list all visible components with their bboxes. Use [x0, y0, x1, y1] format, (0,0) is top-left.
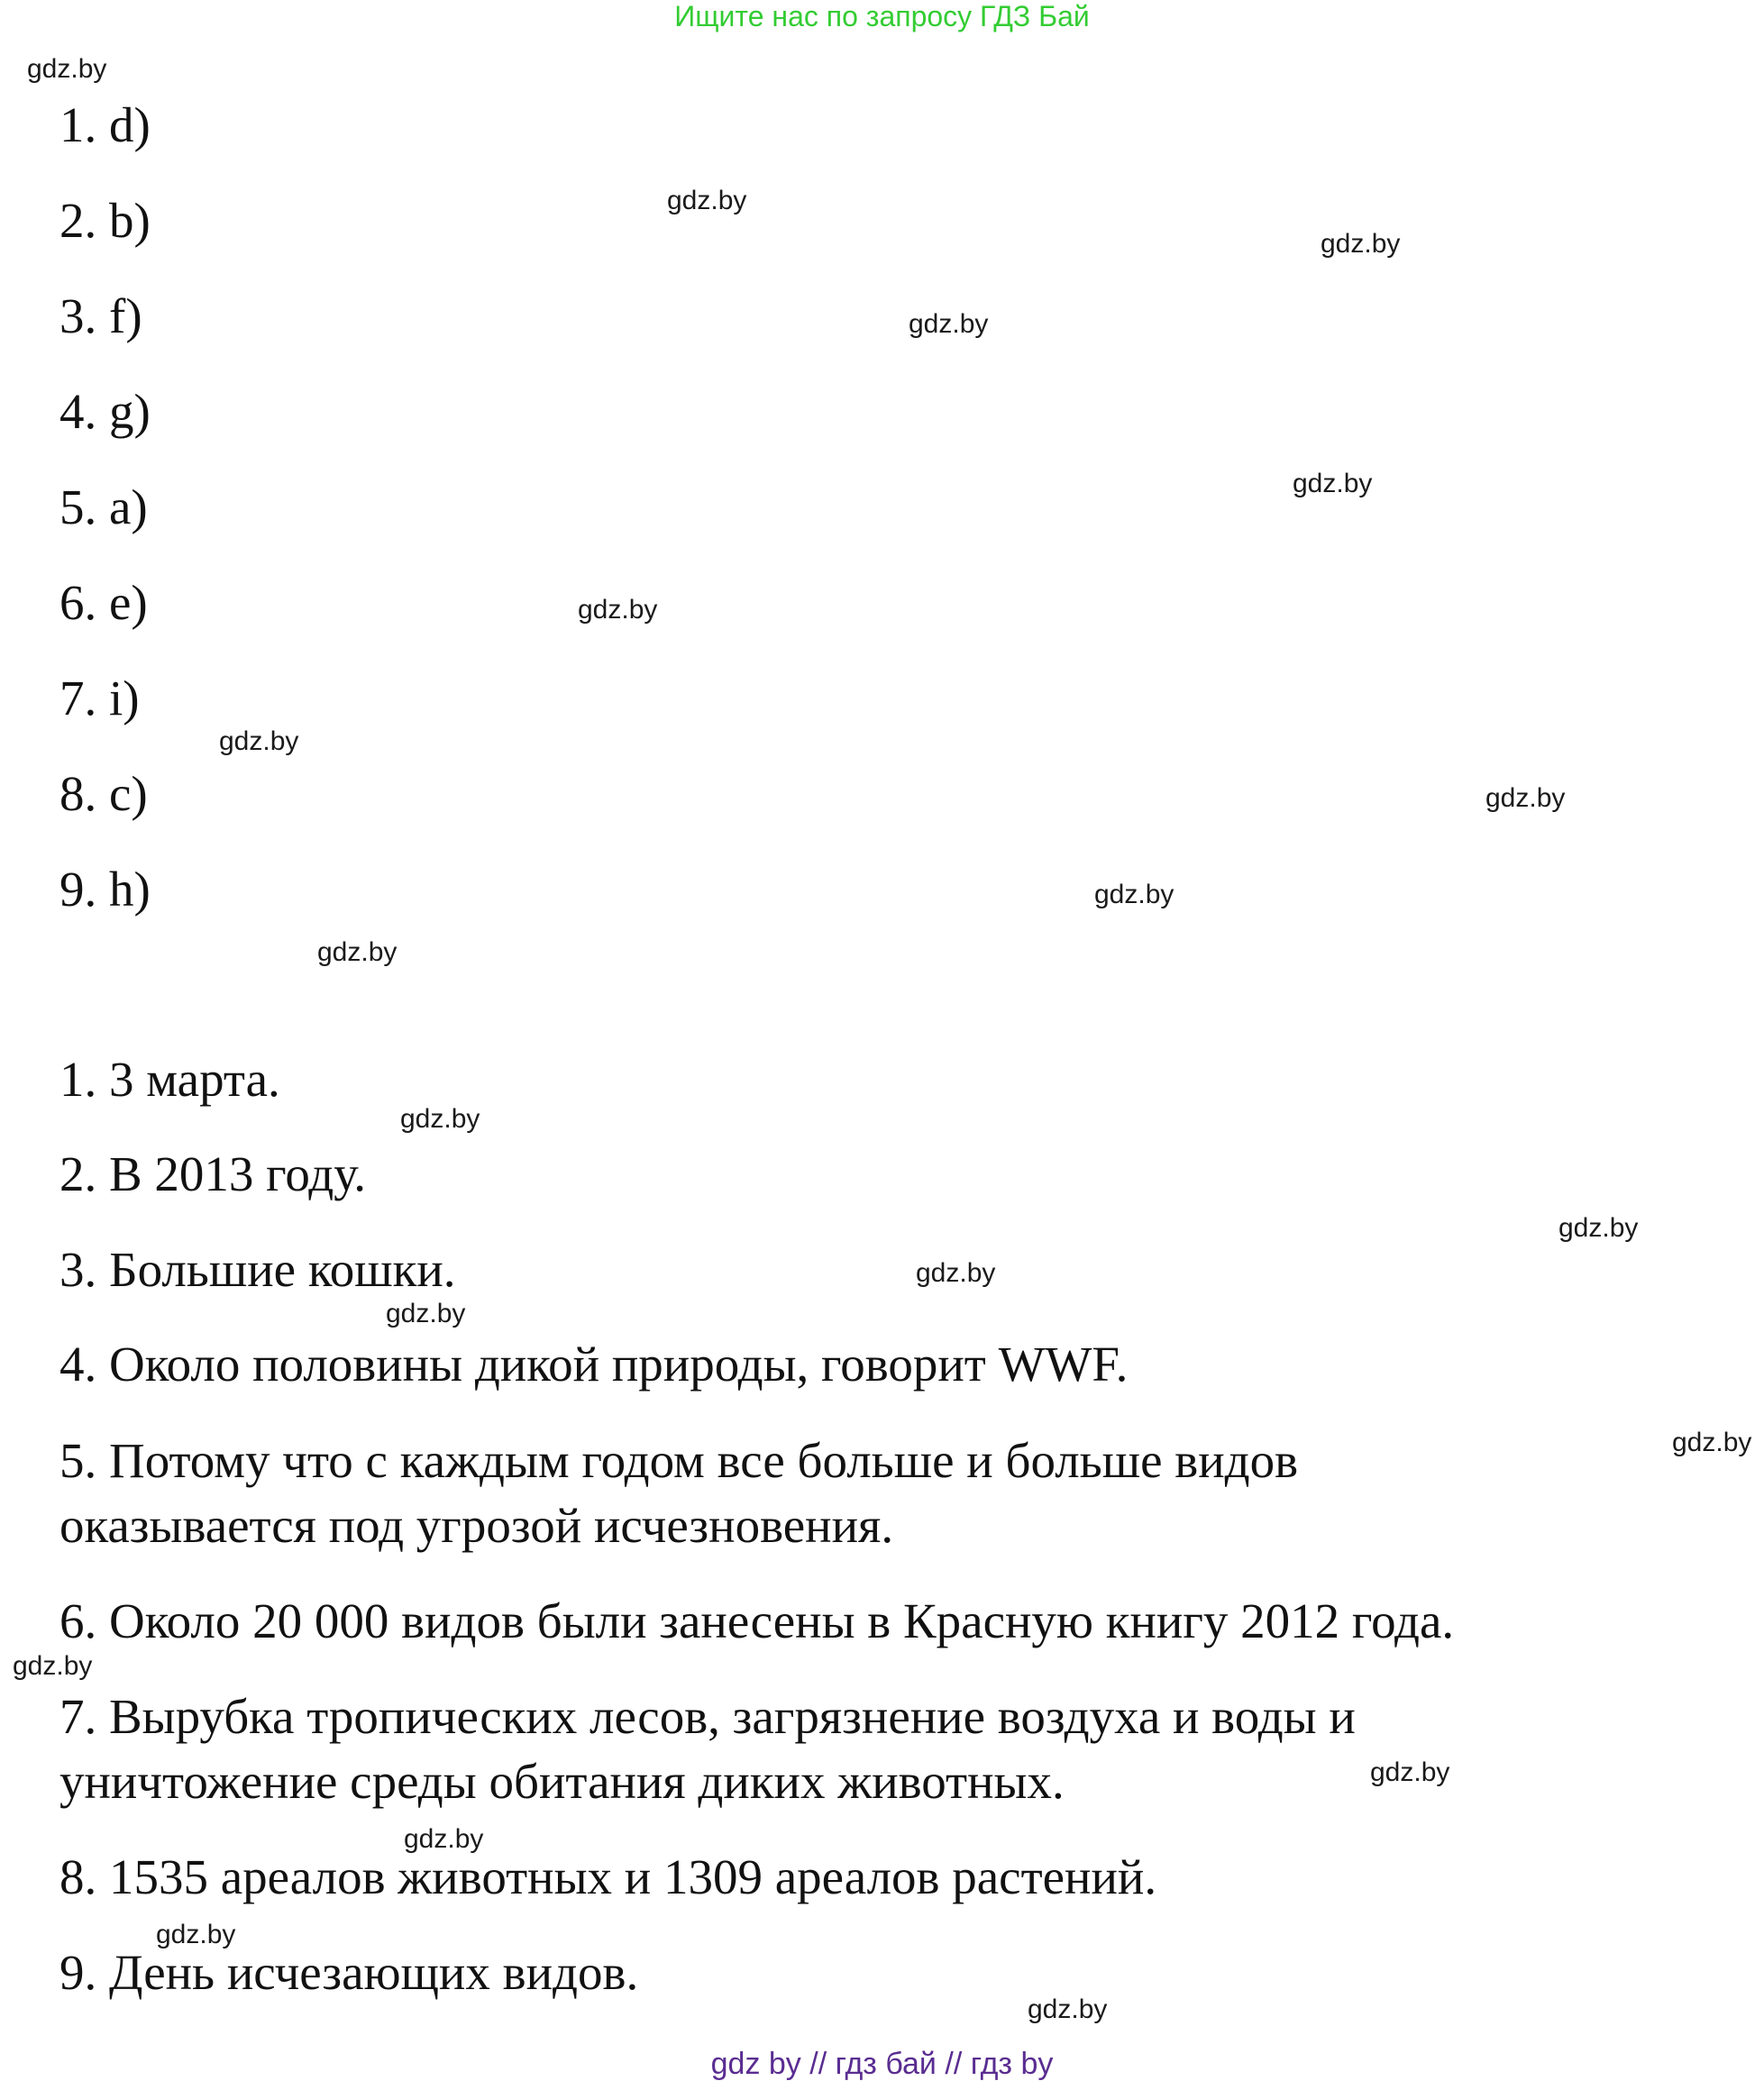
watermark: gdz.by [219, 726, 299, 756]
answer-line: 6. Около 20 000 видов были занесены в Красную книгу 2012 года. [59, 1593, 1455, 1648]
answer-line: 8. 1535 ареалов животных и 1309 ареалов растений. [59, 1849, 1157, 1904]
answer-line: 9. h) [59, 862, 151, 917]
watermark: gdz.by [916, 1258, 996, 1288]
watermark: gdz.by [578, 595, 658, 625]
watermark: gdz.by [1558, 1213, 1639, 1243]
watermark: gdz.by [317, 937, 398, 967]
watermark: gdz.by [1485, 783, 1566, 813]
watermark: gdz.by [1672, 1428, 1752, 1457]
answer-line: 1. d) [59, 97, 151, 152]
watermark: gdz.by [909, 309, 989, 339]
watermark: gdz.by [156, 1920, 236, 1949]
answer-line-continuation: уничтожение среды обитания диких животных. [59, 1754, 1065, 1809]
answer-line: 3. Большие кошки. [59, 1242, 456, 1297]
answer-line: 1. 3 марта. [59, 1052, 280, 1107]
watermark: gdz.by [386, 1299, 466, 1328]
answer-line: 7. i) [59, 671, 140, 726]
answer-line: 9. День исчезающих видов. [59, 1945, 639, 2000]
watermark: gdz.by [1370, 1757, 1450, 1787]
watermark: gdz.by [1293, 469, 1373, 498]
search-banner: Ищите нас по запросу ГДЗ Бай [674, 0, 1090, 32]
watermark: gdz.by [1321, 229, 1401, 259]
watermark: gdz.by [1094, 880, 1174, 909]
answer-line: 6. e) [59, 575, 148, 630]
answer-line: 5. Потому что с каждым годом все больше и больше видов [59, 1433, 1299, 1488]
answer-line: 4. Около половины дикой природы, говорит WWF. [59, 1337, 1129, 1392]
answer-line: 8. c) [59, 766, 148, 821]
answer-line: 7. Вырубка тропических лесов, загрязнение воздуха и воды и [59, 1689, 1356, 1744]
answer-line-continuation: оказывается под угрозой исчезновения. [59, 1498, 894, 1553]
answer-line: 2. b) [59, 193, 151, 248]
footer-banner: gdz by // гдз бай // гдз by [710, 2047, 1054, 2081]
answer-line: 3. f) [59, 288, 142, 343]
watermark: gdz.by [27, 54, 107, 84]
answer-line: 4. g) [59, 384, 151, 439]
watermark: gdz.by [404, 1824, 484, 1854]
answer-line: 2. В 2013 году. [59, 1146, 367, 1201]
watermark: gdz.by [667, 186, 747, 215]
watermark: gdz.by [1028, 1994, 1108, 2024]
answer-line: 5. a) [59, 479, 148, 534]
watermark: gdz.by [400, 1104, 480, 1134]
watermark: gdz.by [13, 1651, 93, 1681]
